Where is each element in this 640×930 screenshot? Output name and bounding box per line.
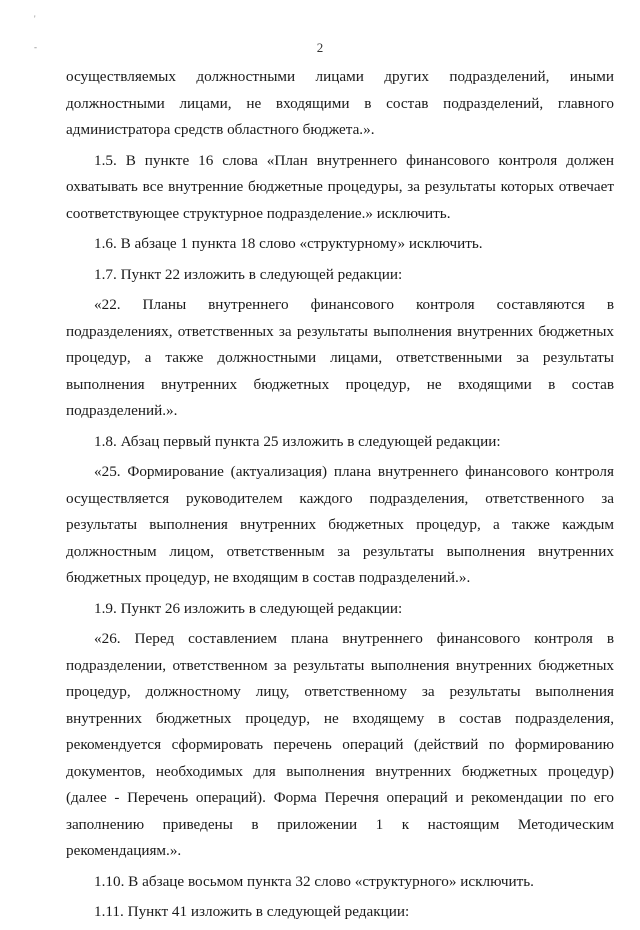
paragraph (66, 626, 614, 865)
text-line: выполнения внутренних бюджетных процедур, не входящими в состав (66, 375, 614, 393)
text-line: бюджетных процедур, не входящим в состав подразделений.». (66, 569, 471, 586)
text-line: «22. Планы внутреннего финансового контроля составляются в (94, 296, 614, 313)
paragraph (66, 148, 614, 228)
text-line: процедур, должностному лицу, ответственному за результаты выполнения (66, 683, 614, 700)
text-line: подразделении, ответственном за результаты выполнения внутренних бюджетных (66, 656, 614, 674)
text-line: 1.7. Пункт 22 изложить в следующей редакции: (94, 265, 403, 283)
paragraph (66, 899, 614, 926)
text-line: 1.11. Пункт 41 изложить в следующей редакции: (94, 903, 410, 920)
text-line: (далее - Перечень операций). Форма Перечня операций и рекомендации по его (66, 789, 614, 806)
text-line: должностным лицом, ответственным за результаты выполнения внутренних (66, 542, 614, 560)
text-line: заполнению приведены в приложении 1 к настоящим Методическим (66, 815, 614, 833)
text-line: процедур, а также должностными лицами, ответственными за результаты (66, 349, 614, 366)
text-line: охватывать все внутренние бюджетные процедуры, за результаты которых отвечает (66, 178, 614, 195)
text-line: должностными лицами, не входящими в состав подразделений, главного (66, 94, 614, 112)
text-line: внутренних бюджетных процедур, не входящему в состав подразделения, (66, 709, 614, 727)
text-line: 1.10. В абзаце восьмом пункта 32 слово «структурного» исключить. (94, 872, 534, 890)
text-line: «25. Формирование (актуализация) плана внутреннего финансового контроля (94, 463, 614, 480)
text-line: 1.5. В пункте 16 слова «План внутреннего финансового контроля должен (94, 151, 614, 169)
paragraph (66, 429, 614, 456)
document-body (66, 64, 614, 930)
text-line: соответствующее структурное подразделение.» исключить. (66, 204, 451, 222)
text-line: 1.9. Пункт 26 изложить в следующей редакции: (94, 599, 403, 617)
paragraph (66, 292, 614, 425)
text-line: подразделениях, ответственных за результаты выполнения внутренних бюджетных (66, 322, 614, 340)
paragraph (66, 64, 614, 144)
text-line: результаты выполнения внутренних бюджетных процедур, а также каждым (66, 516, 614, 533)
text-line: осуществляемых должностными лицами других подразделений, иными (66, 68, 614, 85)
paragraph (66, 869, 614, 896)
text-line: 1.6. В абзаце 1 пункта 18 слово «структурному» исключить. (94, 235, 483, 252)
text-line: подразделений.». (66, 402, 178, 419)
paragraph (66, 231, 614, 258)
text-line: рекомендациям.». (66, 842, 182, 859)
paragraph (66, 459, 614, 592)
text-line: документов, необходимых для выполнения внутренних бюджетных процедур) (66, 762, 614, 780)
text-line: «26. Перед составлением плана внутреннего финансового контроля в (94, 630, 614, 647)
margin-mark: ' (34, 14, 36, 24)
text-line: осуществляется руководителем каждого подразделения, ответственного за (66, 489, 614, 507)
text-line: 1.8. Абзац первый пункта 25 изложить в следующей редакции: (94, 432, 501, 450)
text-line: рекомендуется сформировать перечень операций (действий по формированию (66, 736, 614, 753)
text-line: администратора средств областного бюджета.». (66, 121, 375, 138)
margin-mark: - (34, 42, 37, 52)
paragraph (66, 262, 614, 289)
paragraph (66, 596, 614, 623)
page-number: 2 (316, 40, 324, 55)
